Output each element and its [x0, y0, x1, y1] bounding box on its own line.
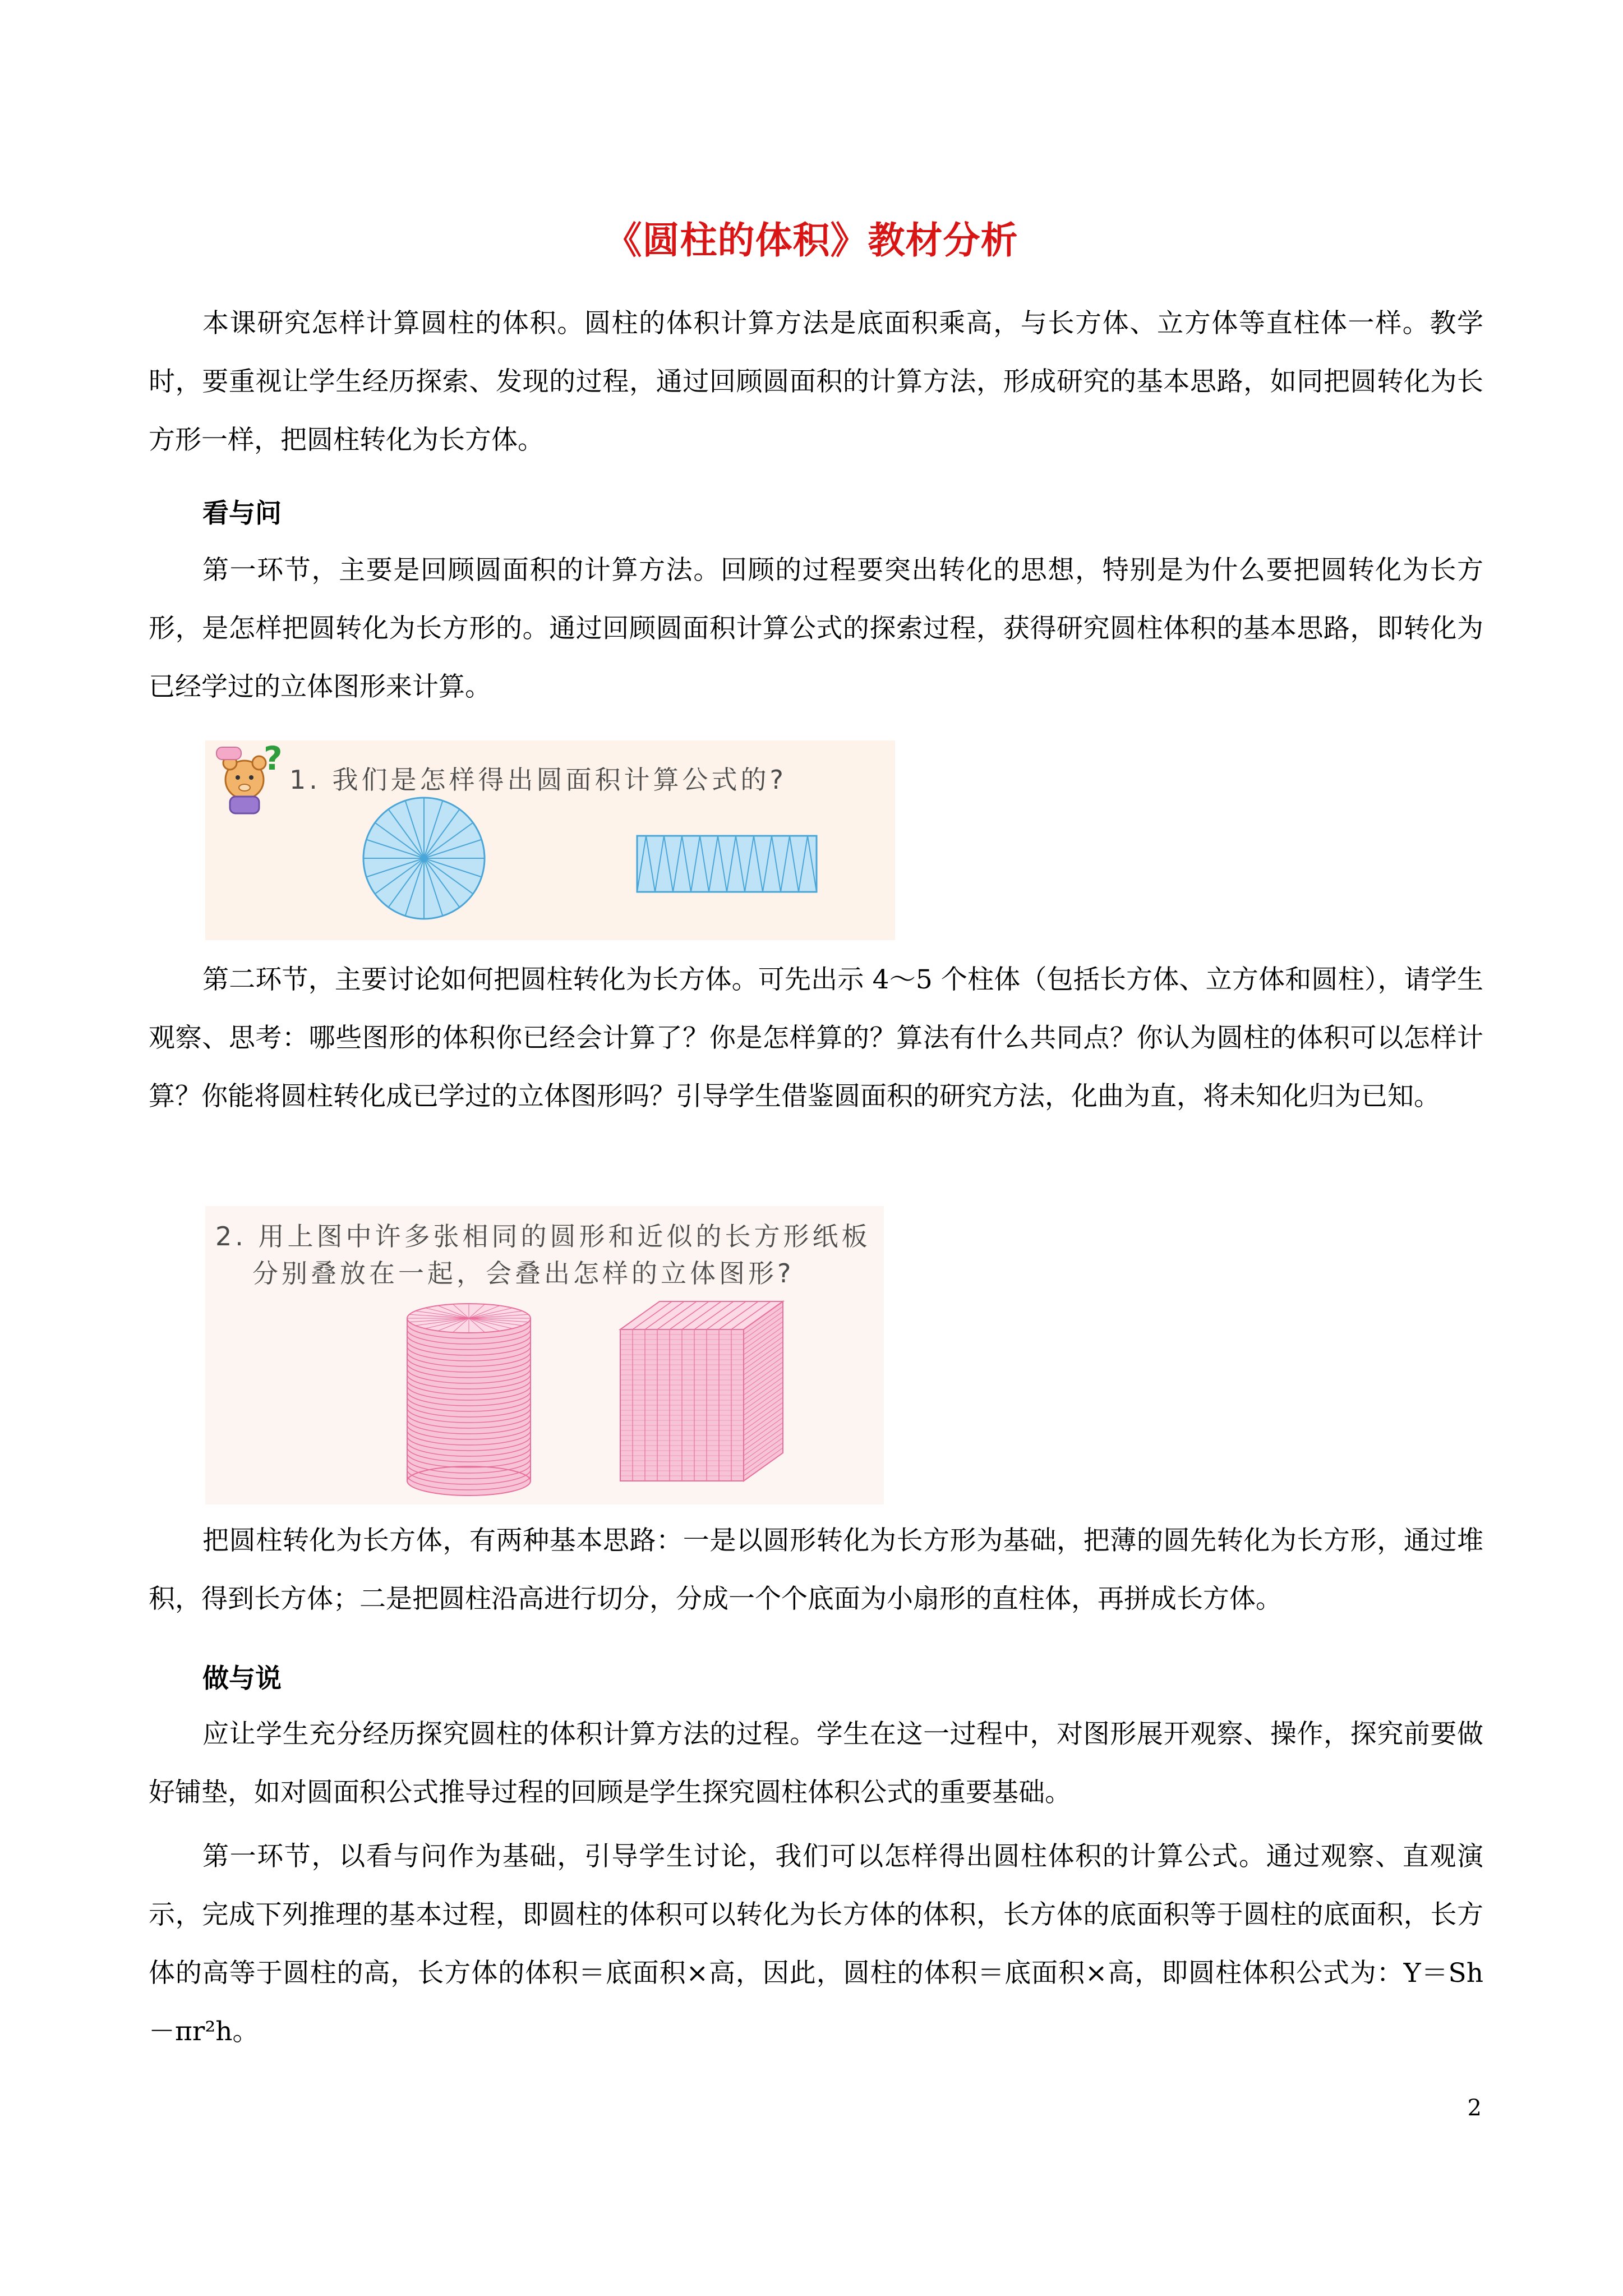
heading-look-ask: 看与问 — [202, 498, 282, 529]
sector-circle — [363, 798, 485, 919]
look-ask-paragraph-1: 第一环节，主要是回顾圆面积的计算方法。回顾的过程要突出转化的思想，特别是为什么要把圆转化为长方形，是怎样把圆转化为长方形的。通过回顾圆面积计算公式的探索过程，获得研究圆柱体积的基本思路，即转化为已经学过的立体图形来计算。 — [149, 555, 1483, 702]
figure2-question-line1: 2. 用上图中许多张相同的圆形和近似的长方形纸板 — [215, 1221, 871, 1251]
figure2-question-line2: 分别叠放在一起，会叠出怎样的立体图形? — [252, 1258, 795, 1289]
look-ask-paragraph-3: 把圆柱转化为长方体，有两种基本思路：一是以圆形转化为长方形为基础，把薄的圆先转化为长方形，通过堆积，得到长方体；二是把圆柱沿高进行切分，分成一个个底面为小扇形的直柱体，再拼成长方体。 — [149, 1525, 1483, 1614]
heading-do-say: 做与说 — [202, 1663, 282, 1694]
do-say-paragraph-1: 应让学生充分经历探究圆柱的体积计算方法的过程。学生在这一过程中，对图形展开观察、操作，探究前要做好铺垫，如对圆面积公式推导过程的回顾是学生探究圆柱体积公式的重要基础。 — [149, 1719, 1483, 1808]
question-mark-icon: ? — [264, 740, 283, 777]
figure1-question: 1. 我们是怎样得出圆面积计算公式的? — [289, 765, 787, 795]
stacked-cuboid — [620, 1301, 783, 1481]
look-ask-paragraph-2: 第二环节，主要讨论如何把圆柱转化为长方体。可先出示 4～5 个柱体（包括长方体、立方体和圆柱），请学生观察、思考：哪些图形的体积你已经会计算了？你是怎样算的？算法有什么共同点？你认为圆柱的体积可以怎样计算？你能将圆柱转化成已学过的立体图形吗？引导学生借鉴圆面积的研究方法，化曲为直，将未知化归为已知。 — [149, 964, 1483, 1112]
page-number: 2 — [1467, 2095, 1482, 2121]
intro-paragraph: 本课研究怎样计算圆柱的体积。圆柱的体积计算方法是底面积乘高，与长方体、立方体等直柱体一样。教学时，要重视让学生经历探索、发现的过程，通过回顾圆面积的计算方法，形成研究的基本思路，如同把圆转化为长方形一样，把圆柱转化为长方体。 — [149, 308, 1483, 455]
do-say-paragraph-2: 第一环节，以看与问作为基础，引导学生讨论，我们可以怎样得出圆柱体积的计算公式。通过观察、直观演示，完成下列推理的基本过程，即圆柱的体积可以转化为长方体的体积，长方体的底面积等于圆柱的底面积，长方体的高等于圆柱的高，长方体的体积＝底面积×高，因此，圆柱的体积＝底面积×高，即圆柱体积公式为：Y＝Sh－πr²h。 — [149, 1841, 1483, 2047]
stacked-cylinder — [407, 1304, 531, 1496]
sector-rectangle — [637, 836, 817, 892]
stacked-solids-figure — [205, 1206, 884, 1504]
mascot-icon — [216, 747, 266, 813]
circle-area-figure — [205, 740, 895, 940]
document-title: 《圆柱的体积》教材分析 — [605, 218, 1018, 262]
